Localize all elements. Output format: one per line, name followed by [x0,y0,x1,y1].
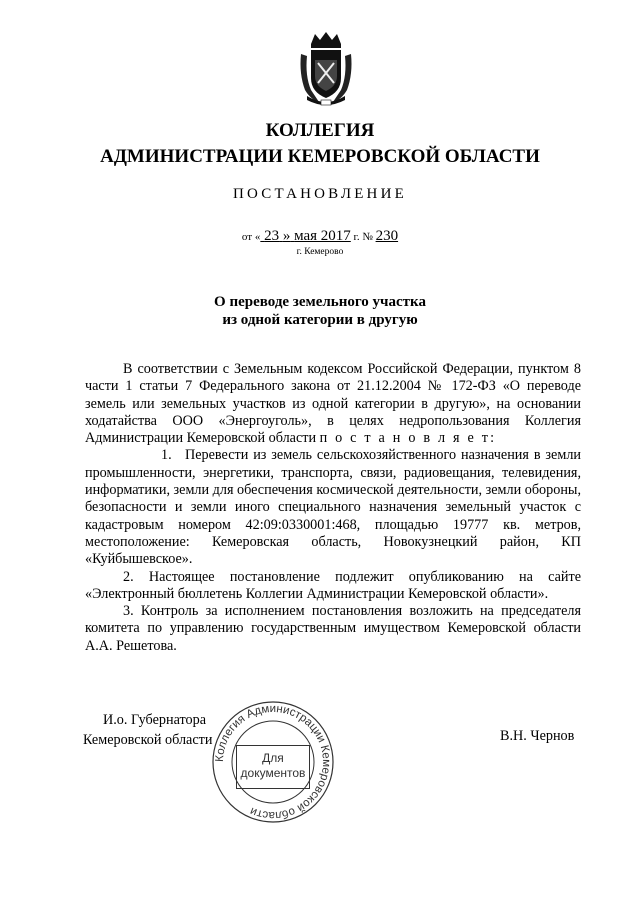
body-item-2: 2. Настоящее постановление подлежит опубликованию на сайте «Электронный бюллетень Коллегии Администрации Кемеровской области». [85,568,581,602]
body-item-1: 1. Перевести из земель сельскохозяйственного назначения в земли промышленности, энергетики, транспорта, связи, радиовещания, телевидения, информатики, земли для обеспечения космической деятельности, земли обороны, безопасности и земли иного специального назначения земельный участок с кадастровым номером 42:09:0330001:468, площадью 19777 кв. метров, местоположение: Кемеровская область, Новокузнецкий район, КП «Куйбышевское». [85,447,581,568]
document-type: ПОСТАНОВЛЕНИЕ [233,186,407,202]
signatory-position-line-2: Кемеровской области [83,732,213,748]
org-name-line-2: АДМИНИСТРАЦИИ КЕМЕРОВСКОЙ ОБЛАСТИ [100,146,540,167]
seal-center-line-2: документов [240,766,306,780]
signatory-name: В.Н. Чернов [500,728,575,744]
date-suffix: г. № [353,231,373,243]
svg-text:Коллегия Администрации Кемеров: Коллегия Администрации Кемеровской области [213,702,333,822]
date-line [0,228,640,245]
seal-center-box [236,745,310,789]
body-intro: В соответствии с Земельным кодексом Российской Федерации, пунктом 8 части 1 статьи 7 Федерального закона от 21.12.2004 № 172-ФЗ «О переводе земель или земельных участков из одной категории в другую», на основании ходатайства ООО «Энергоуголь», в целях недропользования Коллегия Администрации Кемеровской области п о с т а н о в л я е т: [85,361,581,447]
decree-number: 230 [375,228,399,244]
signatory-position [83,710,212,750]
resolves-word: п о с т а н о в л я е т: [319,430,497,447]
signatory-position-line-1: И.о. Губернатора [103,712,206,728]
body-item-3: 3. Контроль за исполнением постановления возложить на председателя комитета по управлению государственным имуществом Кемеровской области А.А. Решетова. [85,603,581,654]
decree-body [85,361,581,655]
decree-title-line-1: О переводе земельного участка [214,294,426,310]
seal-center-line-1: Для [262,751,284,765]
date-prefix: от « [241,231,261,243]
decree-title-line-2: из одной категории в другую [222,312,418,328]
org-name-line-1: КОЛЛЕГИЯ [265,120,375,141]
coat-of-arms-emblem [297,30,355,108]
city: г. Кемерово [296,247,344,257]
date-day: 23 » мая 2017 [264,228,351,244]
